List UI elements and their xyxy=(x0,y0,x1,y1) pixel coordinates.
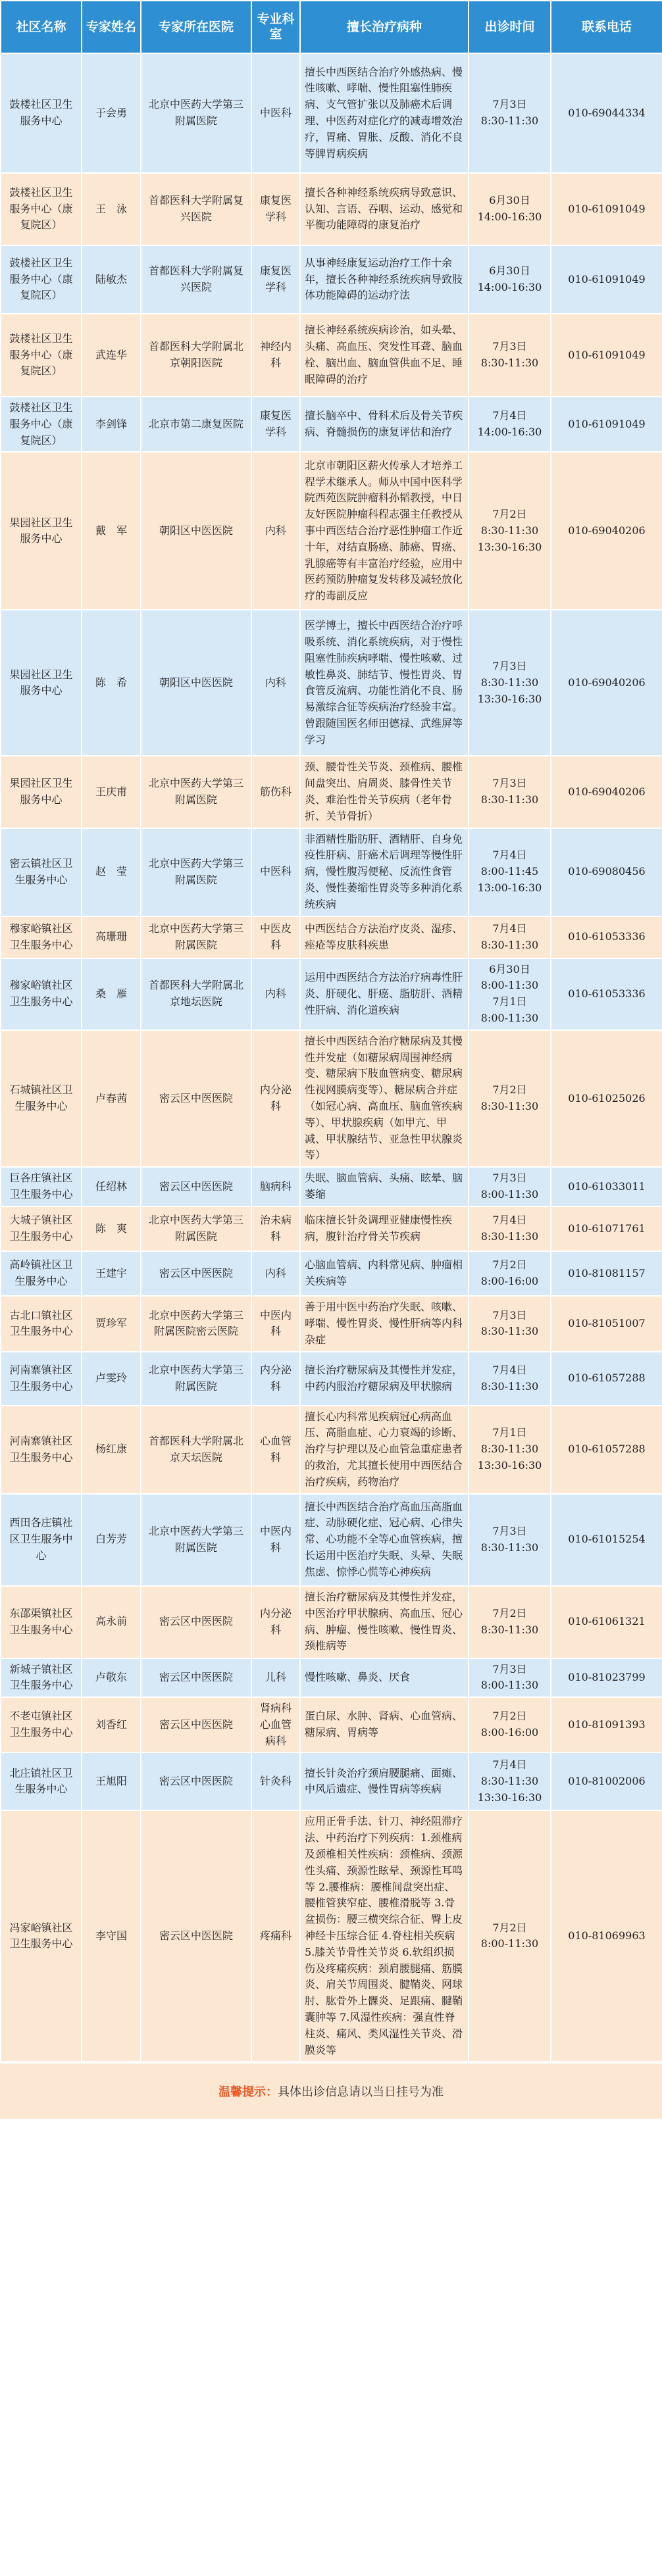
clinic-time-line: 8:30-11:30 xyxy=(480,793,539,806)
phone-cell: 010-81023799 xyxy=(551,1658,662,1698)
hospital-cell: 首都医科大学附属复兴医院 xyxy=(141,245,251,314)
clinic-time-cell xyxy=(469,173,551,245)
clinic-time-line: 6月30日 xyxy=(489,962,530,976)
clinic-time-line: 7月2日 xyxy=(492,1083,527,1097)
phone-cell: 010-69040206 xyxy=(551,756,662,828)
table-row xyxy=(1,1167,662,1206)
clinic-time-line: 8:00-11:30 xyxy=(480,1011,539,1024)
clinic-time-line: 13:30-16:30 xyxy=(477,540,542,553)
specialty-cell: 运用中西医结合方法治疗病毒性肝炎、肝硬化、肝癌、脂肪肝、酒精性肝病、消化道疾病 xyxy=(300,958,469,1030)
expert-name-cell: 李剑锋 xyxy=(82,397,141,452)
phone-cell: 010-61057288 xyxy=(551,1406,662,1494)
table-row xyxy=(1,314,662,397)
clinic-time-line: 7月2日 xyxy=(492,1921,527,1934)
expert-name-cell: 贾珍军 xyxy=(82,1296,141,1351)
expert-name-cell: 刘香红 xyxy=(82,1697,141,1752)
expert-name-cell: 于会勇 xyxy=(82,53,141,173)
department-cell: 针灸科 xyxy=(251,1752,300,1810)
clinic-time-cell xyxy=(469,916,551,958)
clinic-time-line: 8:00-11:30 xyxy=(480,1188,539,1201)
hospital-cell: 首都医科大学附属北京朝阳医院 xyxy=(141,314,251,397)
hospital-cell: 密云区中医医院 xyxy=(141,1697,251,1752)
hospital-cell: 密云区中医医院 xyxy=(141,1586,251,1658)
phone-cell: 010-61053336 xyxy=(551,958,662,1030)
community-cell: 大城子镇社区卫生服务中心 xyxy=(1,1206,82,1251)
phone-cell: 010-61071761 xyxy=(551,1206,662,1251)
community-cell: 鼓楼社区卫生服务中心（康复院区） xyxy=(1,245,82,314)
specialty-cell: 从事神经康复运动治疗工作十余年，擅长各种神经系统疾病导致肢体功能障碍的运动疗法 xyxy=(300,245,469,314)
table-row xyxy=(1,1752,662,1810)
community-cell: 鼓楼社区卫生服务中心 xyxy=(1,53,82,173)
header-phone: 联系电话 xyxy=(551,1,662,53)
phone-cell: 010-81002006 xyxy=(551,1752,662,1810)
table-row xyxy=(1,1030,662,1167)
specialty-cell: 擅长针灸治疗颈肩腰腿痛、面瘫、中风后遗症、慢性胃病等疾病 xyxy=(300,1752,469,1810)
clinic-time-line: 7月1日 xyxy=(492,1426,527,1439)
department-cell: 筋伤科 xyxy=(251,756,300,828)
clinic-time-line: 7月3日 xyxy=(492,1172,527,1185)
specialty-cell: 应用正骨手法、针刀、神经阻滞疗法、中药治疗下列疾病：1.颈椎病及颈椎相关性疾病：颈椎病、颈源性头痛、颈源性眩晕、颈源性耳鸣等 2.腰椎病：腰椎间盘突出症、腰椎管狭窄症、腰椎滑脱等 3.骨盆损伤：腰三横突综合征、臀上皮神经卡压综合征 4.脊柱相关疾病 5.膝关节骨性关节炎 6.软组织损伤及疼痛疾病：颈肩腰腿痛、筋膜炎、肩关节周围炎、腱鞘炎、网球肘、肱骨外上髁炎、足跟痛、腱鞘囊肿等 7.风湿性疾病：强直性脊柱炎、痛风、类风湿性关节炎、滑膜炎等 xyxy=(300,1810,469,2062)
clinic-time-cell xyxy=(469,1697,551,1752)
expert-name-cell: 王旭阳 xyxy=(82,1752,141,1810)
specialty-cell: 善于用中医中药治疗失眠、咳嗽、哮喘、慢性胃炎、慢性肝病等内科杂症 xyxy=(300,1296,469,1351)
hospital-cell: 朝阳区中医医院 xyxy=(141,610,251,756)
clinic-time-cell xyxy=(469,397,551,452)
specialty-cell: 失眠、脑血管病、头痛、眩晕、脑萎缩 xyxy=(300,1167,469,1206)
hospital-cell: 北京中医药大学第三附属医院 xyxy=(141,1494,251,1586)
phone-cell: 010-81081157 xyxy=(551,1251,662,1296)
specialty-cell: 擅长中西医结合治疗外感热病、慢性咳嗽、哮喘、慢性阻塞性肺疾病、支气管扩张以及肺癌术后调理、中医药对症化疗的减毒增效治疗，胃痛、胃胀、反酸、消化不良等脾胃病疾病 xyxy=(300,53,469,173)
expert-name-cell: 卢春茜 xyxy=(82,1030,141,1167)
clinic-time-cell xyxy=(469,1206,551,1251)
specialty-cell: 北京市朝阳区薪火传承人才培养工程学术继承人。师从中国中医科学院西苑医院肿瘤科孙韬教授，中日友好医院肿瘤科程志强主任教授从事中西医结合治疗恶性肿瘤工作近十年，对结直肠癌、肺癌、胃癌、乳腺癌等有丰富治疗经验，应用中医药预防肿瘤复发转移及减轻放化疗的毒副反应 xyxy=(300,452,469,610)
clinic-time-line: 8:00-16:00 xyxy=(480,1275,539,1288)
clinic-time-cell xyxy=(469,1167,551,1206)
phone-cell: 010-61061321 xyxy=(551,1586,662,1658)
expert-name-cell: 戴 军 xyxy=(82,452,141,610)
phone-cell: 010-61091049 xyxy=(551,314,662,397)
community-cell: 高岭镇社区卫生服务中心 xyxy=(1,1251,82,1296)
department-cell: 心血管科 xyxy=(251,1406,300,1494)
department-cell: 内分泌科 xyxy=(251,1586,300,1658)
clinic-time-cell xyxy=(469,314,551,397)
community-cell: 果园社区卫生服务中心 xyxy=(1,610,82,756)
table-row xyxy=(1,1406,662,1494)
department-cell: 内分泌科 xyxy=(251,1352,300,1406)
specialty-cell: 慢性咳嗽、鼻炎、厌食 xyxy=(300,1658,469,1698)
expert-name-cell: 卢敬东 xyxy=(82,1658,141,1698)
clinic-time-line: 8:30-11:30 xyxy=(480,1230,539,1243)
expert-name-cell: 王庆甫 xyxy=(82,756,141,828)
table-row xyxy=(1,1697,662,1752)
clinic-time-line: 8:00-11:45 xyxy=(480,865,539,878)
clinic-time-line: 7月3日 xyxy=(492,660,527,673)
community-cell: 新城子镇社区卫生服务中心 xyxy=(1,1658,82,1698)
clinic-time-line: 7月4日 xyxy=(492,1363,527,1376)
clinic-time-cell xyxy=(469,1251,551,1296)
clinic-time-cell xyxy=(469,1810,551,2062)
clinic-time-line: 7月2日 xyxy=(492,1258,527,1272)
clinic-time-line: 13:30-16:30 xyxy=(477,692,542,705)
clinic-time-cell xyxy=(469,828,551,916)
table-row xyxy=(1,610,662,756)
clinic-time-cell xyxy=(469,53,551,173)
table-row xyxy=(1,452,662,610)
clinic-time-line: 7月4日 xyxy=(492,409,527,422)
community-cell: 冯家峪镇社区卫生服务中心 xyxy=(1,1810,82,2062)
phone-cell: 010-61033011 xyxy=(551,1167,662,1206)
hospital-cell: 北京中医药大学第三附属医院 xyxy=(141,916,251,958)
community-cell: 石城镇社区卫生服务中心 xyxy=(1,1030,82,1167)
expert-name-cell: 王建宇 xyxy=(82,1251,141,1296)
table-row xyxy=(1,1586,662,1658)
department-cell: 内分泌科 xyxy=(251,1030,300,1167)
specialty-cell: 蛋白尿、水肿、肾病、心血管病、糖尿病、胃病等 xyxy=(300,1697,469,1752)
clinic-time-line: 8:30-11:30 xyxy=(480,1623,539,1636)
table-row xyxy=(1,1810,662,2062)
clinic-time-line: 14:00-16:30 xyxy=(477,281,542,293)
expert-name-cell: 陈 爽 xyxy=(82,1206,141,1251)
hospital-cell: 北京中医药大学第三附属医院 xyxy=(141,756,251,828)
expert-name-cell: 桑 雁 xyxy=(82,958,141,1030)
hospital-cell: 密云区中医医院 xyxy=(141,1810,251,2062)
department-cell: 神经内科 xyxy=(251,314,300,397)
specialty-cell: 擅长中西医结合治疗高血压高脂血症、动脉硬化症、冠心病、心律失常、心功能不全等心血管疾病，擅长运用中医治疗失眠、头晕、失眠焦虑、惊悸心慌等心神疾病 xyxy=(300,1494,469,1586)
clinic-time-line: 7月4日 xyxy=(492,922,527,935)
specialty-cell: 擅长神经系统疾病诊治，如头晕、头痛、高血压、突发性耳聋、脑血栓、脑出血、脑血管供血不足、睡眠障碍的治疗 xyxy=(300,314,469,397)
notice-label: 温馨提示： xyxy=(218,2085,278,2100)
community-cell: 巨各庄镇社区卫生服务中心 xyxy=(1,1167,82,1206)
clinic-time-line: 8:30-11:30 xyxy=(480,524,539,537)
phone-cell: 010-61091049 xyxy=(551,173,662,245)
phone-cell: 010-69040206 xyxy=(551,610,662,756)
clinic-time-line: 8:30-11:30 xyxy=(480,1325,539,1338)
phone-cell: 010-61057288 xyxy=(551,1352,662,1406)
table-row xyxy=(1,1206,662,1251)
table-body xyxy=(1,53,662,2062)
department-cell: 康复医学科 xyxy=(251,173,300,245)
hospital-cell: 首都医科大学附属北京天坛医院 xyxy=(141,1406,251,1494)
specialty-cell: 临床擅长针灸调理亚健康慢性疾病，腹针治疗骨关节疾病 xyxy=(300,1206,469,1251)
specialty-cell: 擅长中西医结合治疗糖尿病及其慢性并发症（如糖尿病周围神经病变、糖尿病下肢血管病变、糖尿病性视网膜病变等）、糖尿病合并症（如冠心病、高血压、脑血管疾病等）、甲状腺疾病（如甲亢、甲减、甲状腺结节、亚急性甲状腺炎等） xyxy=(300,1030,469,1167)
community-cell: 果园社区卫生服务中心 xyxy=(1,452,82,610)
table-row xyxy=(1,397,662,452)
table-row xyxy=(1,1352,662,1406)
hospital-cell: 北京中医药大学第三附属医院 xyxy=(141,828,251,916)
department-cell: 康复医学科 xyxy=(251,245,300,314)
clinic-time-line: 8:30-11:30 xyxy=(480,1379,539,1393)
table-row xyxy=(1,958,662,1030)
clinic-time-line: 8:30-11:30 xyxy=(480,1099,539,1112)
notice-text: 具体出诊信息请以当日挂号为准 xyxy=(278,2085,444,2100)
phone-cell: 010-61091049 xyxy=(551,245,662,314)
expert-name-cell: 卢雯玲 xyxy=(82,1352,141,1406)
specialty-cell: 擅长治疗糖尿病及其慢性并发症，中药内服治疗糖尿病及甲状腺病 xyxy=(300,1352,469,1406)
clinic-time-cell xyxy=(469,1030,551,1167)
hospital-cell: 北京市第二康复医院 xyxy=(141,397,251,452)
clinic-time-cell xyxy=(469,610,551,756)
department-cell: 内科 xyxy=(251,1251,300,1296)
clinic-time-cell xyxy=(469,245,551,314)
clinic-time-line: 14:00-16:30 xyxy=(477,211,542,223)
clinic-time-line: 7月3日 xyxy=(492,777,527,790)
clinic-time-line: 8:30-11:30 xyxy=(480,676,539,689)
clinic-time-line: 7月4日 xyxy=(492,1758,527,1771)
table-row xyxy=(1,1658,662,1698)
specialty-cell: 医学博士，擅长中西医结合治疗呼吸系统、消化系统疾病，对于慢性阻塞性肺疾病哮喘、慢性咳嗽、过敏性鼻炎、肺结节、慢性胃炎、胃食管反流病、功能性消化不良、肠易激综合征等疾病治疗经验丰富。曾跟随国医名师田德禄、武维屏等学习 xyxy=(300,610,469,756)
clinic-time-line: 8:30-11:30 xyxy=(480,938,539,951)
table-header-row xyxy=(1,1,662,53)
clinic-time-line: 8:30-11:30 xyxy=(480,1775,539,1788)
phone-cell: 010-61025026 xyxy=(551,1030,662,1167)
clinic-time-cell xyxy=(469,1406,551,1494)
phone-cell: 010-81069963 xyxy=(551,1810,662,2062)
department-cell: 疼痛科 xyxy=(251,1810,300,2062)
clinic-time-line: 13:00-16:30 xyxy=(477,881,542,894)
department-cell: 中医内科 xyxy=(251,1494,300,1586)
clinic-time-line: 6月30日 xyxy=(489,194,530,207)
hospital-cell: 密云区中医医院 xyxy=(141,1658,251,1698)
expert-name-cell: 杨红康 xyxy=(82,1406,141,1494)
department-cell: 内科 xyxy=(251,452,300,610)
department-cell: 肾病科心血管病科 xyxy=(251,1697,300,1752)
community-cell: 鼓楼社区卫生服务中心（康复院区） xyxy=(1,173,82,245)
table-row xyxy=(1,245,662,314)
specialty-cell: 擅长治疗糖尿病及其慢性并发症，中医治疗甲状腺病、高血压、冠心病、肿瘤、慢性咳嗽、慢性胃炎、颈椎病等 xyxy=(300,1586,469,1658)
hospital-cell: 北京中医药大学第三附属医院 xyxy=(141,1352,251,1406)
clinic-time-cell xyxy=(469,1296,551,1351)
header-hospital: 专家所在医院 xyxy=(141,1,251,53)
header-community: 社区名称 xyxy=(1,1,82,53)
hospital-cell: 首都医科大学附属复兴医院 xyxy=(141,173,251,245)
community-cell: 果园社区卫生服务中心 xyxy=(1,756,82,828)
table-row xyxy=(1,53,662,173)
expert-name-cell: 武连华 xyxy=(82,314,141,397)
notice-bar xyxy=(0,2062,662,2119)
community-cell: 西田各庄镇社区卫生服务中心 xyxy=(1,1494,82,1586)
department-cell: 脑病科 xyxy=(251,1167,300,1206)
community-cell: 鼓楼社区卫生服务中心（康复院区） xyxy=(1,314,82,397)
expert-name-cell: 白芳芳 xyxy=(82,1494,141,1586)
expert-name-cell: 任绍林 xyxy=(82,1167,141,1206)
hospital-cell: 朝阳区中医医院 xyxy=(141,452,251,610)
clinic-time-line: 13:30-16:30 xyxy=(477,1458,542,1472)
clinic-time-line: 7月3日 xyxy=(492,1308,527,1322)
specialty-cell: 擅长各种神经系统疾病导致意识、认知、言语、吞咽、运动、感觉和平衡功能障碍的康复治疗 xyxy=(300,173,469,245)
clinic-time-line: 7月2日 xyxy=(492,1710,527,1723)
hospital-cell: 北京中医药大学第三附属医院 xyxy=(141,53,251,173)
expert-name-cell: 李守国 xyxy=(82,1810,141,2062)
table-row xyxy=(1,828,662,916)
department-cell: 治未病科 xyxy=(251,1206,300,1251)
expert-name-cell: 陆敏杰 xyxy=(82,245,141,314)
table-row xyxy=(1,1494,662,1586)
specialty-cell: 颈、腰骨性关节炎、颈椎病、腰椎间盘突出、肩周炎、膝骨性关节炎、难治性骨关节疾病（老年骨折、关节骨折） xyxy=(300,756,469,828)
clinic-time-line: 8:00-11:30 xyxy=(480,1679,539,1692)
clinic-time-line: 13:30-16:30 xyxy=(477,1791,542,1804)
hospital-cell: 密云区中医医院 xyxy=(141,1030,251,1167)
specialty-cell: 心脑血管病、内科常见病、肿瘤相关疾病等 xyxy=(300,1251,469,1296)
clinic-time-cell xyxy=(469,1658,551,1698)
community-cell: 穆家峪镇社区卫生服务中心 xyxy=(1,958,82,1030)
hospital-cell: 北京中医药大学第三附属医院 xyxy=(141,1206,251,1251)
clinic-time-line: 7月2日 xyxy=(492,1606,527,1620)
phone-cell: 010-69044334 xyxy=(551,53,662,173)
clinic-time-line: 8:00-16:00 xyxy=(480,1726,539,1739)
phone-cell: 010-61053336 xyxy=(551,916,662,958)
clinic-time-cell xyxy=(469,452,551,610)
hospital-cell: 北京中医药大学第三附属医院密云医院 xyxy=(141,1296,251,1351)
clinic-time-line: 7月3日 xyxy=(492,1662,527,1675)
header-expert-name: 专家姓名 xyxy=(82,1,141,53)
hospital-cell: 密云区中医医院 xyxy=(141,1251,251,1296)
specialty-cell: 非酒精性脂肪肝、酒精肝、自身免疫性肝病、肝癌术后调理等慢性肝病，慢性腹泻便秘、反流性食管炎、慢性萎缩性胃炎等多种消化系统疾病 xyxy=(300,828,469,916)
department-cell: 儿科 xyxy=(251,1658,300,1698)
department-cell: 中医皮科 xyxy=(251,916,300,958)
clinic-time-line: 8:00-11:30 xyxy=(480,979,539,992)
clinic-time-line: 6月30日 xyxy=(489,264,530,278)
clinic-time-line: 8:00-11:30 xyxy=(480,1937,539,1950)
table-row xyxy=(1,1251,662,1296)
department-cell: 康复医学科 xyxy=(251,397,300,452)
phone-cell: 010-81091393 xyxy=(551,1697,662,1752)
expert-name-cell: 高永前 xyxy=(82,1586,141,1658)
phone-cell: 010-69080456 xyxy=(551,828,662,916)
community-cell: 河南寨镇社区卫生服务中心 xyxy=(1,1352,82,1406)
clinic-time-line: 7月3日 xyxy=(492,340,527,353)
expert-name-cell: 赵 莹 xyxy=(82,828,141,916)
clinic-time-line: 7月4日 xyxy=(492,1214,527,1227)
specialty-cell: 中西医结合方法治疗皮炎、湿疹、痤疮等皮肤科疾患 xyxy=(300,916,469,958)
clinic-time-cell xyxy=(469,756,551,828)
clinic-time-line: 8:30-11:30 xyxy=(480,1443,539,1456)
department-cell: 内科 xyxy=(251,610,300,756)
phone-cell: 010-61091049 xyxy=(551,397,662,452)
community-cell: 密云镇社区卫生服务中心 xyxy=(1,828,82,916)
department-cell: 内科 xyxy=(251,958,300,1030)
table-row xyxy=(1,916,662,958)
hospital-cell: 首都医科大学附属北京地坛医院 xyxy=(141,958,251,1030)
phone-cell: 010-81051007 xyxy=(551,1296,662,1351)
clinic-time-line: 7月3日 xyxy=(492,1524,527,1537)
community-cell: 东邵渠镇社区卫生服务中心 xyxy=(1,1586,82,1658)
phone-cell: 010-61015254 xyxy=(551,1494,662,1586)
specialty-cell: 擅长脑卒中、骨科术后及骨关节疾病、脊髓损伤的康复评估和治疗 xyxy=(300,397,469,452)
community-cell: 北庄镇社区卫生服务中心 xyxy=(1,1752,82,1810)
department-cell: 中医内科 xyxy=(251,1296,300,1351)
clinic-time-line: 7月4日 xyxy=(492,849,527,862)
table-row xyxy=(1,1296,662,1351)
community-cell: 古北口镇社区卫生服务中心 xyxy=(1,1296,82,1351)
clinic-time-line: 8:30-11:30 xyxy=(480,357,539,369)
table-row xyxy=(1,173,662,245)
clinic-time-cell xyxy=(469,1752,551,1810)
clinic-time-cell xyxy=(469,1352,551,1406)
community-cell: 穆家峪镇社区卫生服务中心 xyxy=(1,916,82,958)
header-specialty: 擅长治疗病种 xyxy=(300,1,469,53)
department-cell: 中医科 xyxy=(251,828,300,916)
community-cell: 鼓楼社区卫生服务中心（康复院区） xyxy=(1,397,82,452)
hospital-cell: 密云区中医医院 xyxy=(141,1752,251,1810)
phone-cell: 010-69040206 xyxy=(551,452,662,610)
clinic-time-line: 7月2日 xyxy=(492,508,527,521)
expert-name-cell: 高珊珊 xyxy=(82,916,141,958)
clinic-time-line: 8:30-11:30 xyxy=(480,1541,539,1554)
expert-name-cell: 陈 希 xyxy=(82,610,141,756)
clinic-time-line: 14:00-16:30 xyxy=(477,426,542,439)
community-cell: 不老屯镇社区卫生服务中心 xyxy=(1,1697,82,1752)
header-clinic-time: 出诊时间 xyxy=(469,1,551,53)
clinic-time-cell xyxy=(469,1586,551,1658)
header-department: 专业科室 xyxy=(251,1,300,53)
expert-name-cell: 王 泳 xyxy=(82,173,141,245)
clinic-time-cell xyxy=(469,1494,551,1586)
clinic-time-line: 7月1日 xyxy=(492,995,527,1008)
specialty-cell: 擅长心内科常见疾病冠心病高血压、高脂血症、心力衰竭的诊断、治疗与护理以及心血管急重症患者的救治，尤其擅长使用中西医结合治疗疾病，药物治疗 xyxy=(300,1406,469,1494)
clinic-time-line: 8:30-11:30 xyxy=(480,114,539,127)
table-row xyxy=(1,756,662,828)
department-cell: 中医科 xyxy=(251,53,300,173)
community-cell: 河南寨镇社区卫生服务中心 xyxy=(1,1406,82,1494)
hospital-cell: 密云区中医医院 xyxy=(141,1167,251,1206)
clinic-time-cell xyxy=(469,958,551,1030)
clinic-time-line: 7月3日 xyxy=(492,98,527,111)
